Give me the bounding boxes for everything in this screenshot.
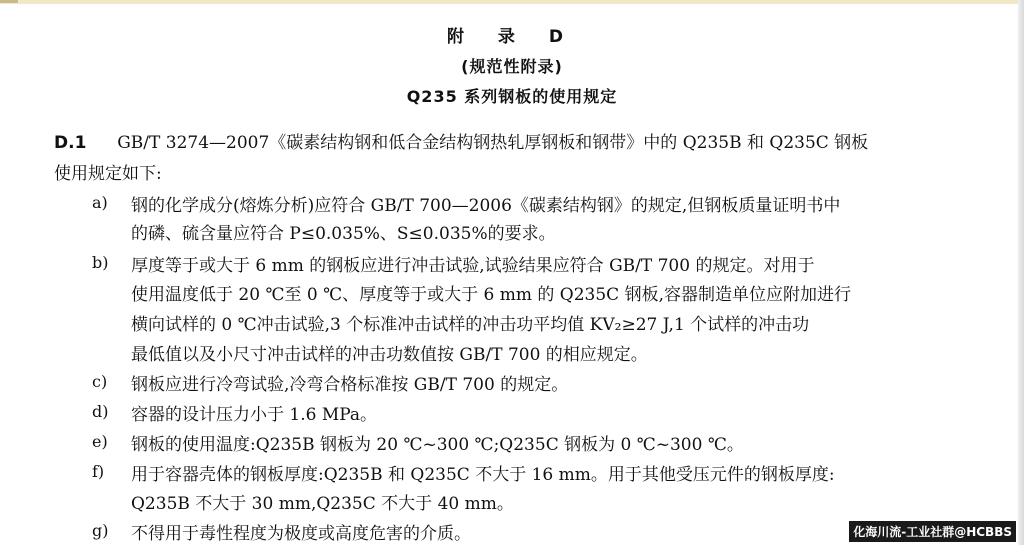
item-label-b: b) bbox=[92, 253, 109, 272]
item-c-line-1: 钢板应进行冷弯试验,冷弯合格标准按 GB/T 700 的规定。 bbox=[131, 375, 569, 395]
clause-line-2: 使用规定如下: bbox=[54, 164, 162, 184]
page-top-edge bbox=[0, 0, 1024, 4]
item-b-line-2: 使用温度低于 20 ℃至 0 ℃、厚度等于或大于 6 mm 的 Q235C 钢板,容器制造单位应附加进行 bbox=[131, 285, 851, 305]
page-right-edge bbox=[1018, 0, 1024, 545]
appendix-subtitle: (规范性附录) bbox=[461, 57, 563, 76]
clause-text-1: GB/T 3274—2007《碳素结构钢和低合金结构钢热轧厚钢板和钢带》中的 Q235B 和 Q235C 钢板 bbox=[117, 133, 869, 153]
item-g-line-1: 不得用于毒性程度为极度或高度危害的介质。 bbox=[131, 524, 471, 544]
corner-mark bbox=[0, 0, 18, 3]
watermark: 化海川流-工业社群@HCBBS bbox=[849, 521, 1016, 542]
item-label-g: g) bbox=[92, 521, 109, 540]
item-label-e: e) bbox=[92, 432, 108, 451]
item-label-d: d) bbox=[92, 402, 109, 421]
appendix-title: 附 录 D bbox=[447, 27, 577, 47]
item-b-line-3: 横向试样的 0 ℃冲击试验,3 个标准冲击试样的冲击功平均值 KV₂≥27 J,1 个试样的冲击功 bbox=[131, 315, 810, 335]
item-label-c: c) bbox=[92, 372, 108, 391]
item-f-line-1: 用于容器壳体的钢板厚度:Q235B 和 Q235C 不大于 16 mm。用于其他受压元件的钢板厚度: bbox=[131, 465, 835, 485]
item-label-a: a) bbox=[92, 193, 108, 212]
item-f-line-2: Q235B 不大于 30 mm,Q235C 不大于 40 mm。 bbox=[131, 494, 514, 514]
item-b-line-1: 厚度等于或大于 6 mm 的钢板应进行冲击试验,试验结果应符合 GB/T 700 的规定。对用于 bbox=[131, 256, 815, 276]
clause-number: D.1 bbox=[54, 133, 87, 153]
item-a-line-2: 的磷、硫含量应符合 P≤0.035%、S≤0.035%的要求。 bbox=[131, 224, 556, 244]
item-d-line-1: 容器的设计压力小于 1.6 MPa。 bbox=[131, 405, 378, 425]
item-b-line-4: 最低值以及小尺寸冲击试样的冲击功数值按 GB/T 700 的相应规定。 bbox=[131, 345, 648, 365]
item-label-f: f) bbox=[92, 462, 105, 481]
clause-line-1 bbox=[54, 128, 868, 153]
appendix-heading: Q235 系列钢板的使用规定 bbox=[406, 87, 618, 106]
item-a-line-1: 钢的化学成分(熔炼分析)应符合 GB/T 700—2006《碳素结构钢》的规定,但钢板质量证明书中 bbox=[131, 196, 841, 216]
item-e-line-1: 钢板的使用温度:Q235B 钢板为 20 ℃~300 ℃;Q235C 钢板为 0 ℃~300 ℃。 bbox=[131, 435, 744, 455]
